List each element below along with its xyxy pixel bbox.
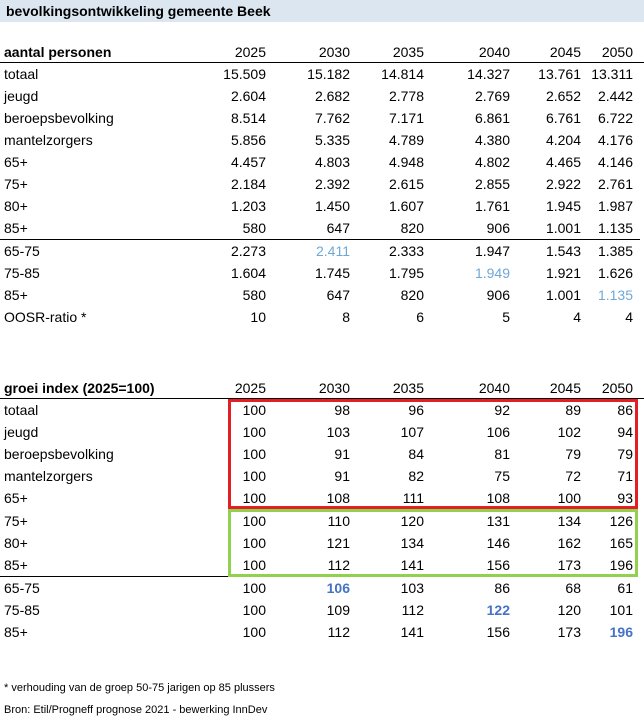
- cell: 103: [326, 424, 350, 440]
- cell: 2.769: [474, 88, 510, 104]
- cell: 4: [573, 309, 581, 325]
- table-row: [0, 510, 644, 532]
- cell: 4.146: [597, 154, 633, 170]
- cell: 2.615: [388, 176, 424, 192]
- row-label: beroepsbevolking: [4, 446, 114, 462]
- cell: 79: [617, 446, 633, 462]
- row-label: mantelzorgers: [4, 132, 93, 148]
- cell: 1.987: [597, 198, 633, 214]
- table-row: [0, 421, 644, 443]
- table-row: [0, 577, 644, 599]
- cell-highlight: 106: [326, 580, 350, 596]
- cell: 86: [494, 580, 510, 596]
- row-label: jeugd: [4, 424, 39, 440]
- cell: 91: [334, 468, 350, 484]
- cell: 131: [486, 513, 510, 529]
- cell: 79: [565, 446, 581, 462]
- table-row: [0, 443, 644, 465]
- cell: 6.761: [545, 110, 581, 126]
- cell: 1.795: [388, 265, 424, 281]
- cell: 141: [400, 624, 424, 640]
- table1-header-row: [0, 41, 644, 63]
- cell: 81: [494, 446, 510, 462]
- cell: 4.457: [230, 154, 266, 170]
- cell: 112: [327, 624, 350, 640]
- cell: 134: [400, 535, 424, 551]
- cell: 86: [617, 402, 633, 418]
- cell: 2.652: [545, 88, 581, 104]
- cell-highlight: 196: [609, 624, 633, 640]
- table-row: [0, 532, 644, 554]
- row-label: 75-85: [4, 602, 40, 618]
- cell: 4.204: [545, 132, 581, 148]
- cell: 14.814: [381, 66, 424, 82]
- cell: 647: [326, 287, 350, 303]
- cell: 5.335: [314, 132, 350, 148]
- cell: 100: [242, 535, 266, 551]
- cell: 2.922: [545, 176, 581, 192]
- page-title: bevolkingsontwikkeling gemeente Beek: [0, 0, 644, 22]
- cell: 1.921: [545, 265, 581, 281]
- cell: 1.450: [314, 198, 350, 214]
- cell: 108: [486, 490, 510, 506]
- cell: 2.778: [388, 88, 424, 104]
- row-label: 80+: [4, 535, 28, 551]
- cell: 100: [242, 624, 266, 640]
- table2-year: 2050: [601, 380, 633, 396]
- cell: 4: [625, 309, 633, 325]
- cell: 8.514: [230, 110, 266, 126]
- table1-year: 2040: [478, 44, 510, 60]
- cell: 4.789: [388, 132, 424, 148]
- table1-header-label: aantal personen: [4, 44, 112, 60]
- row-label: 65-75: [4, 243, 40, 259]
- cell: 61: [617, 580, 633, 596]
- table2-year: 2035: [392, 380, 424, 396]
- cell: 2.682: [314, 88, 350, 104]
- cell: 4.380: [474, 132, 510, 148]
- cell: 15.509: [223, 66, 266, 82]
- table1-year: 2030: [318, 44, 350, 60]
- table-row: [0, 217, 644, 239]
- cell: 4.465: [545, 154, 581, 170]
- row-label: totaal: [4, 66, 39, 82]
- cell: 75: [494, 468, 510, 484]
- cell: 2.273: [230, 243, 266, 259]
- cell: 100: [242, 513, 266, 529]
- cell: 100: [242, 557, 266, 573]
- cell: 2.333: [388, 243, 424, 259]
- cell: 1.945: [545, 198, 581, 214]
- cell: 173: [557, 624, 581, 640]
- table-row: [0, 151, 644, 173]
- cell: 89: [565, 402, 581, 418]
- footnote: * verhouding van de groep 50-75 jarigen op 85 plussers: [4, 682, 275, 694]
- cell: 1.385: [597, 243, 633, 259]
- cell: 4.176: [597, 132, 633, 148]
- cell: 100: [242, 446, 266, 462]
- cell: 91: [334, 446, 350, 462]
- row-label: 85+: [4, 557, 28, 573]
- table2-header-row: [0, 377, 644, 399]
- row-label: beroepsbevolking: [4, 110, 114, 126]
- row-label: 75+: [4, 176, 28, 192]
- row-label: totaal: [4, 402, 39, 418]
- cell: 1.001: [545, 220, 581, 236]
- cell: 2.392: [314, 176, 350, 192]
- row-label: mantelzorgers: [4, 468, 93, 484]
- row-label: 75+: [4, 513, 28, 529]
- table1-year: 2045: [549, 44, 581, 60]
- cell: 100: [557, 490, 581, 506]
- cell: 156: [486, 557, 510, 573]
- table-row: [0, 107, 644, 129]
- table2-year: 2045: [549, 380, 581, 396]
- cell: 111: [402, 490, 424, 506]
- cell: 1.543: [545, 243, 581, 259]
- cell: 580: [242, 220, 266, 236]
- cell: 96: [408, 402, 424, 418]
- cell: 72: [565, 468, 581, 484]
- cell: 100: [242, 402, 266, 418]
- cell: 1.626: [597, 265, 633, 281]
- cell: 2.442: [597, 88, 633, 104]
- table-row: [0, 195, 644, 217]
- cell: 4.802: [474, 154, 510, 170]
- cell: 92: [494, 402, 510, 418]
- cell-highlight: 1.135: [597, 287, 633, 303]
- cell: 10: [250, 309, 266, 325]
- table2-year: 2040: [478, 380, 510, 396]
- table-row: [0, 487, 644, 509]
- cell: 162: [557, 535, 581, 551]
- cell: 121: [326, 535, 350, 551]
- table-row: [0, 173, 644, 195]
- cell-highlight: 1.949: [474, 265, 510, 281]
- cell: 82: [408, 468, 424, 484]
- cell: 107: [400, 424, 424, 440]
- table2-year: 2030: [318, 380, 350, 396]
- cell: 94: [617, 424, 633, 440]
- source-note: Bron: Etil/Progneff prognose 2021 - bewerking InnDev: [4, 704, 268, 716]
- cell: 14.327: [467, 66, 510, 82]
- cell: 100: [242, 602, 266, 618]
- cell: 1.135: [597, 220, 633, 236]
- cell: 7.762: [314, 110, 350, 126]
- row-label: 85+: [4, 287, 28, 303]
- row-label: 65+: [4, 154, 28, 170]
- cell: 15.182: [307, 66, 350, 82]
- cell-highlight: 2.411: [316, 243, 350, 259]
- cell: 5: [502, 309, 510, 325]
- cell: 100: [242, 580, 266, 596]
- cell-highlight: 122: [486, 602, 510, 618]
- cell: 4.948: [388, 154, 424, 170]
- table1-year: 2035: [392, 44, 424, 60]
- row-label: 75-85: [4, 265, 40, 281]
- cell: 112: [401, 602, 424, 618]
- cell: 8: [342, 309, 350, 325]
- cell: 2.604: [230, 88, 266, 104]
- cell: 102: [557, 424, 581, 440]
- cell: 100: [242, 490, 266, 506]
- cell: 4.803: [314, 154, 350, 170]
- cell: 112: [327, 557, 350, 573]
- cell: 13.761: [538, 66, 581, 82]
- cell: 110: [327, 513, 350, 529]
- table-row: [0, 284, 644, 306]
- cell: 106: [486, 424, 510, 440]
- row-label: jeugd: [4, 88, 39, 104]
- cell: 6.861: [474, 110, 510, 126]
- cell: 108: [326, 490, 350, 506]
- cell: 173: [557, 557, 581, 573]
- cell: 7.171: [388, 110, 424, 126]
- cell: 100: [242, 468, 266, 484]
- cell: 6: [416, 309, 424, 325]
- table2-header-label: groei index (2025=100): [4, 380, 155, 396]
- row-label: 65+: [4, 490, 28, 506]
- cell: 93: [617, 490, 633, 506]
- cell: 1.745: [314, 265, 350, 281]
- cell: 1.001: [545, 287, 581, 303]
- cell: 2.184: [230, 176, 266, 192]
- cell: 13.311: [591, 66, 633, 82]
- table-row: [0, 621, 644, 643]
- cell: 820: [400, 287, 424, 303]
- cell: 146: [486, 535, 510, 551]
- cell: 196: [609, 557, 633, 573]
- cell: 820: [400, 220, 424, 236]
- cell: 84: [408, 446, 424, 462]
- row-label: 85+: [4, 220, 28, 236]
- cell: 109: [326, 602, 350, 618]
- cell: 134: [557, 513, 581, 529]
- cell: 68: [565, 580, 581, 596]
- cell: 156: [486, 624, 510, 640]
- cell: 647: [326, 220, 350, 236]
- cell: 126: [609, 513, 633, 529]
- cell: 100: [242, 424, 266, 440]
- cell: 2.761: [597, 176, 633, 192]
- cell: 5.856: [230, 132, 266, 148]
- row-label: 65-75: [4, 580, 40, 596]
- table-row: [0, 554, 644, 576]
- cell: 6.722: [597, 110, 633, 126]
- row-label: 85+: [4, 624, 28, 640]
- table-row: [0, 129, 644, 151]
- row-label: OOSR-ratio *: [4, 309, 87, 325]
- table-row: [0, 399, 644, 421]
- table-row: [0, 306, 644, 328]
- cell: 165: [609, 535, 633, 551]
- cell: 2.855: [474, 176, 510, 192]
- row-label: 80+: [4, 198, 28, 214]
- table-row: [0, 465, 644, 487]
- cell: 141: [400, 557, 424, 573]
- table-row: [0, 262, 644, 284]
- cell: 906: [486, 220, 510, 236]
- cell: 1.604: [230, 265, 266, 281]
- cell: 1.607: [388, 198, 424, 214]
- cell: 120: [557, 602, 581, 618]
- cell: 1.203: [230, 198, 266, 214]
- table1-year: 2025: [234, 44, 266, 60]
- cell: 1.947: [474, 243, 510, 259]
- table2-year: 2025: [234, 380, 266, 396]
- table-row: [0, 599, 644, 621]
- table-row: [0, 85, 644, 107]
- table-row: [0, 63, 644, 85]
- cell: 1.761: [474, 198, 510, 214]
- cell: 580: [242, 287, 266, 303]
- cell: 906: [486, 287, 510, 303]
- cell: 120: [400, 513, 424, 529]
- cell: 71: [617, 468, 633, 484]
- cell: 103: [400, 580, 424, 596]
- table-row: [0, 240, 644, 262]
- table1-year: 2050: [601, 44, 633, 60]
- cell: 98: [334, 402, 350, 418]
- cell: 101: [609, 602, 633, 618]
